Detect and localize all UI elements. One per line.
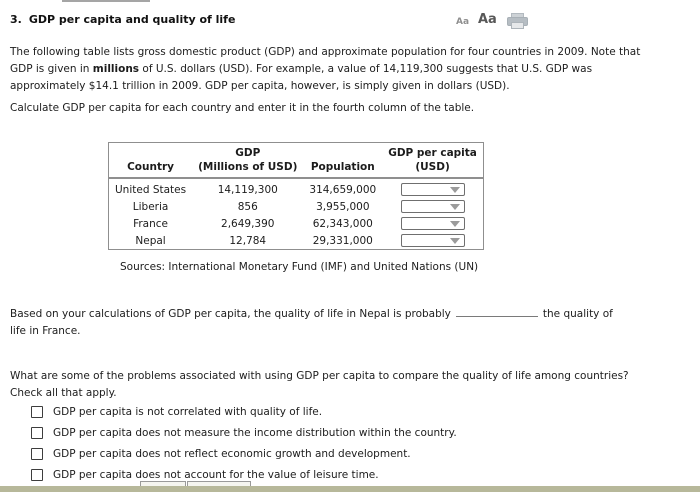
cell-per-capita xyxy=(382,215,483,232)
cell-country: France xyxy=(133,217,169,230)
checkbox-label: GDP per capita does not measure the income distribution within the country. xyxy=(53,426,457,439)
cell-gdp: 14,119,300 xyxy=(217,183,278,196)
checkbox-label: GDP per capita is not correlated with quality of life. xyxy=(53,405,323,418)
print-icon[interactable] xyxy=(506,13,529,32)
cell-population: 62,343,000 xyxy=(312,217,373,230)
question-prompt: What are some of the problems associated with using GDP per capita to compare the quality of life among countries? xyxy=(10,370,629,382)
column-header-gdp-per-capita: GDP per capita (USD) xyxy=(382,143,483,179)
cell-gdp: 2,649,390 xyxy=(221,217,275,230)
checkbox[interactable] xyxy=(31,448,43,460)
table-row xyxy=(109,198,484,215)
gdp-table xyxy=(108,142,484,250)
table-header-row xyxy=(109,143,484,179)
checkbox-question xyxy=(10,368,680,402)
column-header-gdp: GDP (Millions of USD) xyxy=(192,143,303,179)
table-row xyxy=(109,178,484,198)
fill-blank-after: the quality of xyxy=(542,308,613,320)
page-title xyxy=(10,13,235,26)
gdp-per-capita-dropdown-liberia[interactable] xyxy=(401,200,465,213)
cell-per-capita xyxy=(382,178,483,198)
cell-population: 314,659,000 xyxy=(309,183,377,196)
checkbox[interactable] xyxy=(31,427,43,439)
gdp-per-capita-dropdown-france[interactable] xyxy=(401,217,465,230)
font-size-large-button[interactable]: Aa xyxy=(478,12,497,27)
chevron-down-icon xyxy=(450,204,460,210)
cell-country: Nepal xyxy=(135,234,166,247)
checkbox-option-3[interactable] xyxy=(31,443,457,464)
checkbox-label: GDP per capita does not account for the value of leisure time. xyxy=(53,468,379,481)
question-instruction: Check all that apply. xyxy=(10,387,117,399)
table-row xyxy=(109,215,484,232)
chevron-down-icon xyxy=(450,238,460,244)
cell-gdp: 12,784 xyxy=(229,234,267,247)
cell-population: 3,955,000 xyxy=(316,200,370,213)
column-header-population: Population xyxy=(303,143,382,179)
cell-country: Liberia xyxy=(132,200,169,213)
checkbox-options xyxy=(31,401,457,485)
intro-text-1: The following table lists gross domestic product (GDP) and approximate population for four countries in 2009. Note that GDP is given in xyxy=(10,46,641,75)
checkbox-option-1[interactable] xyxy=(31,401,457,422)
checkbox[interactable] xyxy=(31,469,43,481)
cell-country: United States xyxy=(115,183,187,196)
checkbox-label: GDP per capita does not reflect economic growth and development. xyxy=(53,447,411,460)
calculate-instruction: Calculate GDP per capita for each country and enter it in the fourth column of the table. xyxy=(10,102,475,114)
gdp-per-capita-dropdown-united-states[interactable] xyxy=(401,183,465,196)
checkbox-option-2[interactable] xyxy=(31,422,457,443)
quality-of-life-answer-blank[interactable] xyxy=(456,306,538,317)
table-sources: Sources: International Monetary Fund (IMF) and United Nations (UN) xyxy=(120,261,479,273)
question-number: 3. xyxy=(10,13,22,26)
gdp-per-capita-dropdown-nepal[interactable] xyxy=(401,234,465,247)
fill-blank-line2: life in France. xyxy=(10,325,81,337)
font-size-small-button[interactable]: Aa xyxy=(456,17,470,27)
chevron-down-icon xyxy=(450,187,460,193)
top-scroll-artifact xyxy=(62,0,150,2)
cell-per-capita xyxy=(382,198,483,215)
checkbox[interactable] xyxy=(31,406,43,418)
fill-blank-before: Based on your calculations of GDP per capita, the quality of life in Nepal is probably xyxy=(10,308,451,320)
question-title: GDP per capita and quality of life xyxy=(28,13,236,26)
table-row xyxy=(109,232,484,250)
cell-per-capita xyxy=(382,232,483,250)
column-header-country: Country xyxy=(109,143,193,179)
cell-population: 29,331,000 xyxy=(312,234,373,247)
intro-paragraph xyxy=(10,44,665,95)
cell-gdp: 856 xyxy=(237,200,258,213)
bottom-divider-bar xyxy=(0,486,700,492)
intro-bold-word: millions xyxy=(92,63,140,75)
fill-blank-sentence xyxy=(10,306,690,340)
chevron-down-icon xyxy=(450,221,460,227)
intro-text-2: of U.S. dollars (USD). For example, a value of 14,119,300 suggests that U.S. GDP was approximately $14.1 trillion in 2009. GDP per capita, however, is simply given in dollars (USD). xyxy=(10,63,593,92)
